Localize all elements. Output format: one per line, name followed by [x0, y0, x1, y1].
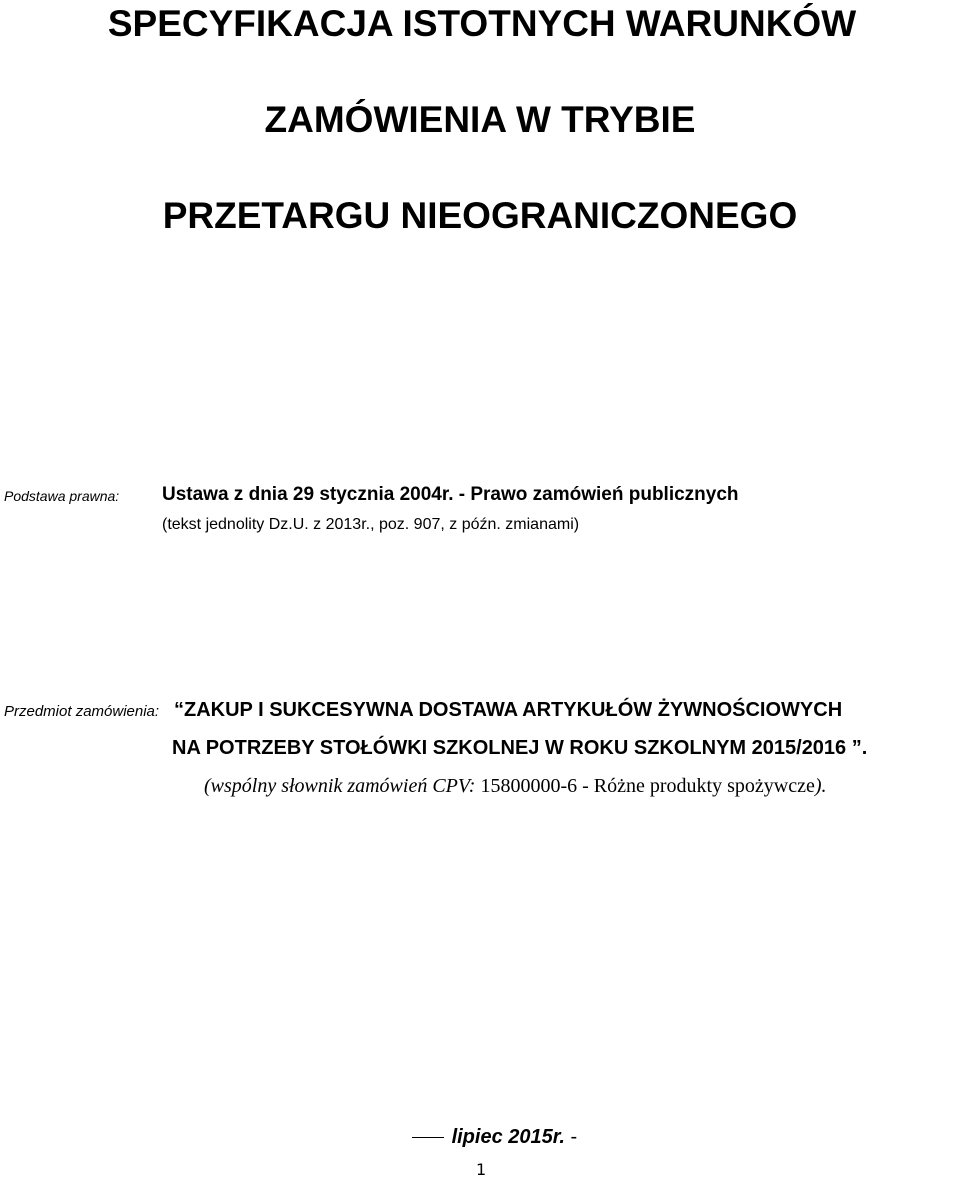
subject-title-line-2: NA POTRZEBY STOŁÓWKI SZKOLNEJ W ROKU SZKOLNYM 2015/2016 ”. [172, 737, 868, 759]
date-value: lipiec 2015r. [451, 1126, 565, 1148]
subject-title-line-1: “ZAKUP I SUKCESYWNA DOSTAWA ARTYKUŁÓW ŻYWNOŚCIOWYCH [174, 699, 843, 721]
document-title-line-3: PRZETARGU NIEOGRANICZONEGO [162, 195, 798, 236]
cpv-code: 15800000-6 - Różne produkty spożywcze [475, 775, 815, 797]
document-date [412, 1124, 577, 1150]
cpv-suffix: ). [814, 775, 827, 797]
document-title-line-2: ZAMÓWIENIA W TRYBIE [264, 99, 696, 140]
legal-basis-label: Podstawa prawna: [4, 488, 120, 504]
subject-label: Przedmiot zamówienia: [4, 703, 160, 720]
document-title-line-1: SPECYFIKACJA ISTOTNYCH WARUNKÓW [107, 3, 857, 44]
cpv-prefix: (wspólny słownik zamówień CPV: [204, 775, 476, 797]
cpv-reference [204, 773, 827, 799]
legal-basis-reference: (tekst jednolity Dz.U. z 2013r., poz. 907, z późn. zmianami) [162, 516, 580, 533]
page-number: 1 [476, 1160, 487, 1179]
date-dash-rule [412, 1137, 444, 1138]
legal-basis-act: Ustawa z dnia 29 stycznia 2004r. - Prawo zamówień publicznych [162, 484, 739, 505]
date-trailing-dash: - [564, 1126, 578, 1148]
